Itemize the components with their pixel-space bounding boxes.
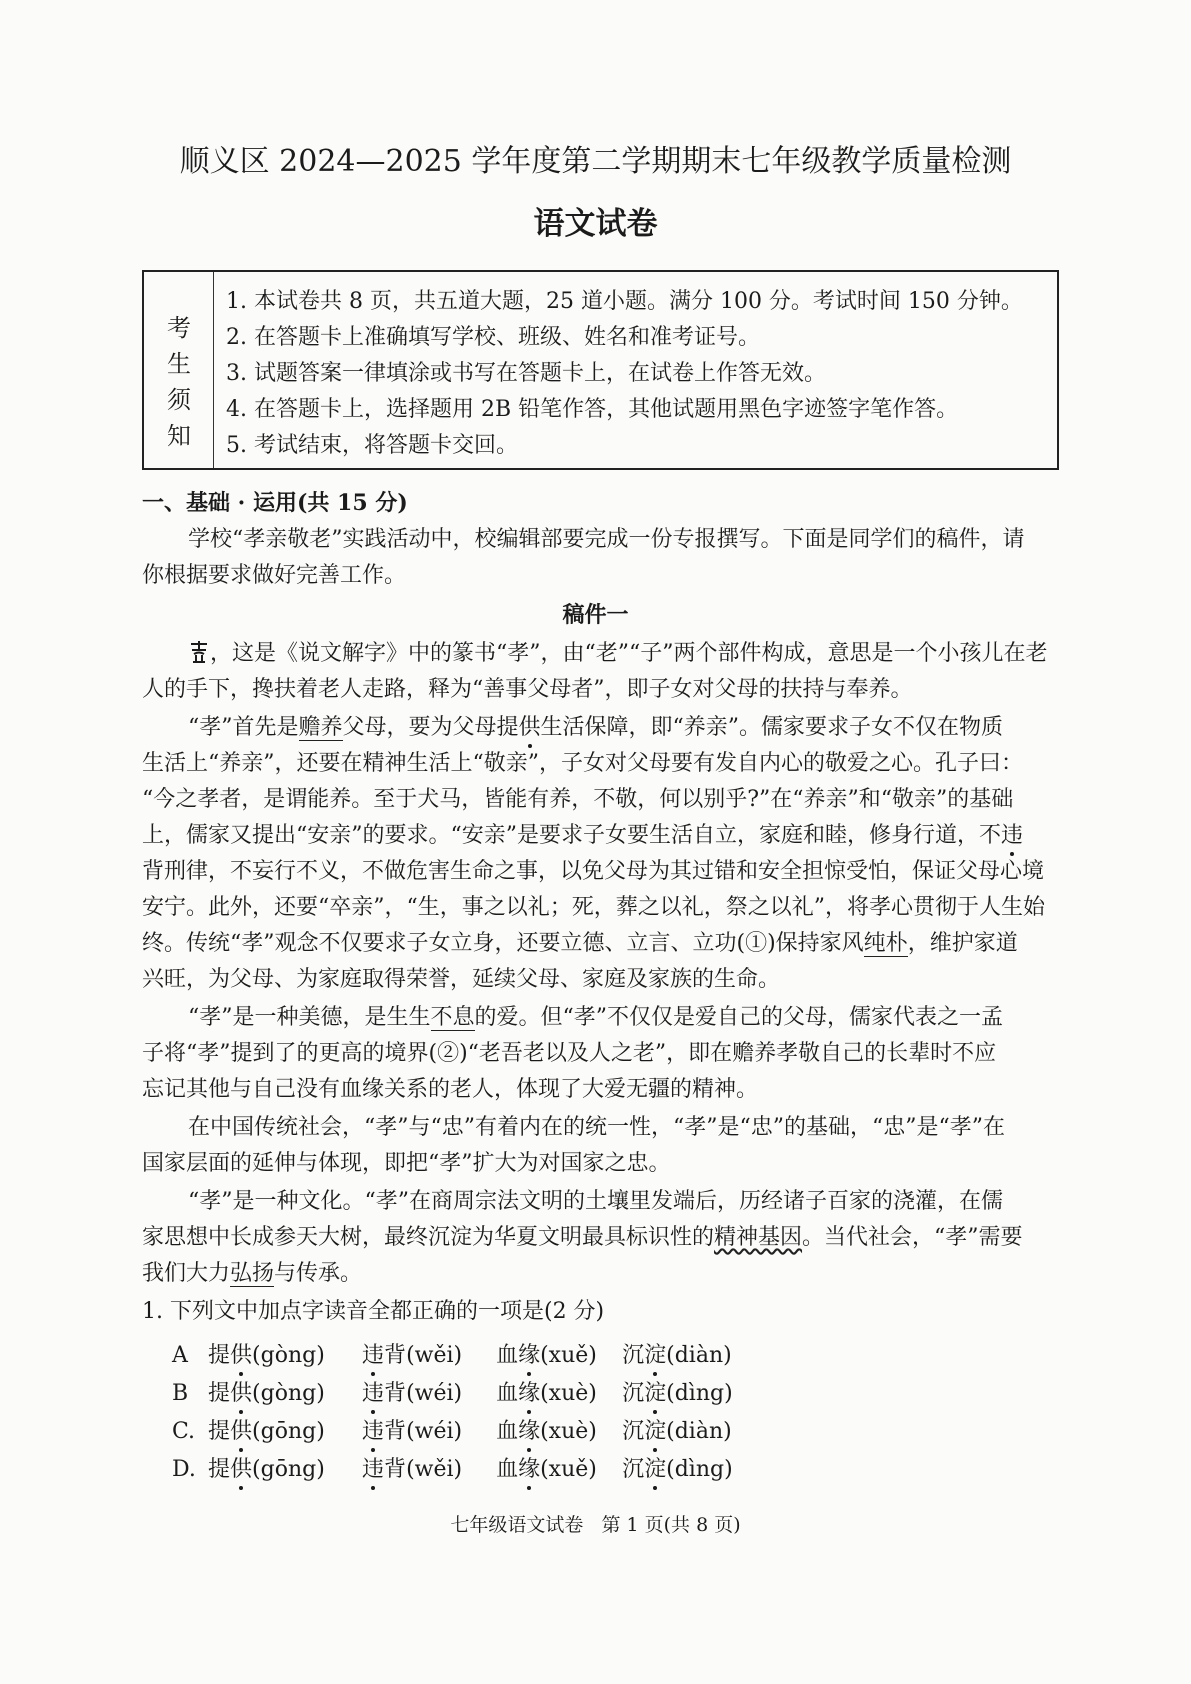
- article-line: [188, 636, 1048, 667]
- exam-subtitle: 语文试卷: [533, 206, 658, 242]
- option-letter: D.: [172, 1457, 196, 1482]
- notice-label-cell: [144, 272, 214, 468]
- article-line: 国家层面的延伸与体现，即把“孝”扩大为对国家之忠。: [142, 1151, 671, 1176]
- page-title: 顺义区 2024—2025 学年度第二学期期末七年级教学质量检测: [179, 144, 1012, 179]
- notice-label-char: 知: [167, 422, 191, 450]
- wavy-underlined-word: 精神基因: [714, 1225, 803, 1250]
- option-d: D. 提供(gōng) 违背(wěi) 血缘(xuě) 沉淀(dìng): [172, 1452, 733, 1483]
- exam-notice-box: [142, 270, 1059, 470]
- article-line: 兴旺，为父母、为家庭取得荣誉，延续父母、家庭及家族的生命。: [142, 967, 781, 992]
- option-letter: C.: [172, 1419, 196, 1444]
- article-line: 背刑律，不妄行不义，不做危害生命之事，以免父母为其过错和安全担惊受怕，保证父母心境: [142, 859, 1045, 884]
- underlined-word: 赡养: [298, 715, 343, 740]
- section-intro: 学校“孝亲敬老”实践活动中，校编辑部要完成一份专报撰写。下面是同学们的稿件，请: [188, 527, 1025, 552]
- article-line: 家思想中长成参天大树，最终沉淀为华夏文明最具标识性的精神基因。当代社会，“孝”需要: [142, 1225, 1023, 1250]
- article-line: 在中国传统社会，“孝”与“忠”有着内在的统一性，“孝”是“忠”的基础，“忠”是“孝”在: [188, 1115, 1005, 1140]
- article-line: “今之孝者，是谓能养。至于犬马，皆能有养，不敬，何以别乎?”在“养亲”和“敬亲”的基础: [142, 787, 1014, 812]
- notice-item: 3. 试题答案一律填涂或书写在答题卡上，在试卷上作答无效。: [226, 361, 826, 386]
- article-line: “孝”首先是赡养父母，要为父母提供生活保障，即“养亲”。儒家要求子女不仅在物质: [188, 710, 1003, 741]
- option-letter: A: [172, 1343, 188, 1368]
- dotted-char: 违: [1001, 818, 1023, 849]
- article-text: ，这是《说文解字》中的篆书“孝”，由“老”“子”两个部件构成，意思是一个小孩儿在老: [210, 641, 1048, 666]
- article-line: 安宁。此外，还要“卒亲”，“生，事之以礼；死，葬之以礼，祭之以礼”，将孝心贯彻于人生始: [142, 895, 1045, 920]
- notice-label-char: 须: [167, 386, 191, 414]
- article-line: 忘记其他与自己没有血缘关系的老人，体现了大爱无疆的精神。: [142, 1077, 759, 1102]
- seal-script-xiao-icon: [188, 640, 210, 664]
- article-line: “孝”是一种文化。“孝”在商周宗法文明的土壤里发端后，历经诸子百家的浇灌，在儒: [188, 1189, 1003, 1214]
- notice-item: 2. 在答题卡上准确填写学校、班级、姓名和准考证号。: [226, 325, 760, 350]
- notice-item: 1. 本试卷共 8 页，共五道大题，25 道小题。满分 100 分。考试时间 150 分钟。: [226, 289, 1023, 314]
- underlined-word: 不息: [430, 1005, 475, 1030]
- underlined-word: 弘扬: [230, 1261, 275, 1286]
- notice-item: 4. 在答题卡上，选择题用 2B 铅笔作答，其他试题用黑色字迹签字笔作答。: [226, 397, 959, 422]
- option-letter: B: [172, 1381, 189, 1406]
- article-line: “孝”是一种美德，是生生不息的爱。但“孝”不仅仅是爱自己的父母，儒家代表之一孟: [188, 1005, 1004, 1030]
- option-a: A 提供(gòng) 违背(wěi) 血缘(xuě) 沉淀(diàn): [172, 1338, 732, 1369]
- section-heading: 一、基础 · 运用(共 15 分): [142, 490, 408, 516]
- article-line: 生活上“养亲”，还要在精神生活上“敬亲”，子女对父母要有发自内心的敬爱之心。孔子曰：: [142, 751, 1023, 776]
- page-footer: 七年级语文试卷 第 1 页(共 8 页): [450, 1514, 741, 1536]
- article-line: 我们大力弘扬与传承。: [142, 1261, 363, 1286]
- option-c: C. 提供(gōng) 违背(wéi) 血缘(xuè) 沉淀(diàn): [172, 1414, 732, 1445]
- notice-label-char: 考: [167, 314, 191, 342]
- draft-title: 稿件一: [562, 602, 629, 628]
- article-line: 终。传统“孝”观念不仅要求子女立身，还要立德、立言、立功(①)保持家风纯朴，维护家道: [142, 931, 1018, 956]
- article-line: 子将“孝”提到了的更高的境界(②)“老吾老以及人之老”，即在赡养孝敬自己的长辈时不应: [142, 1041, 997, 1066]
- question-stem: 1. 下列文中加点字读音全都正确的一项是(2 分): [142, 1299, 605, 1324]
- section-intro: 你根据要求做好完善工作。: [142, 563, 407, 588]
- underlined-word: 纯朴: [863, 931, 908, 956]
- notice-label-char: 生: [167, 350, 191, 378]
- option-b: B 提供(gòng) 违背(wéi) 血缘(xuè) 沉淀(dìng): [172, 1376, 733, 1407]
- article-line: 人的手下，搀扶着老人走路，释为“善事父母者”，即子女对父母的扶持与奉养。: [142, 677, 913, 702]
- dotted-char: 供: [519, 710, 541, 741]
- article-line: 上，儒家又提出“安亲”的要求。“安亲”是要求子女要生活自立，家庭和睦，修身行道，不违: [142, 818, 1023, 849]
- notice-item: 5. 考试结束，将答题卡交回。: [226, 433, 518, 458]
